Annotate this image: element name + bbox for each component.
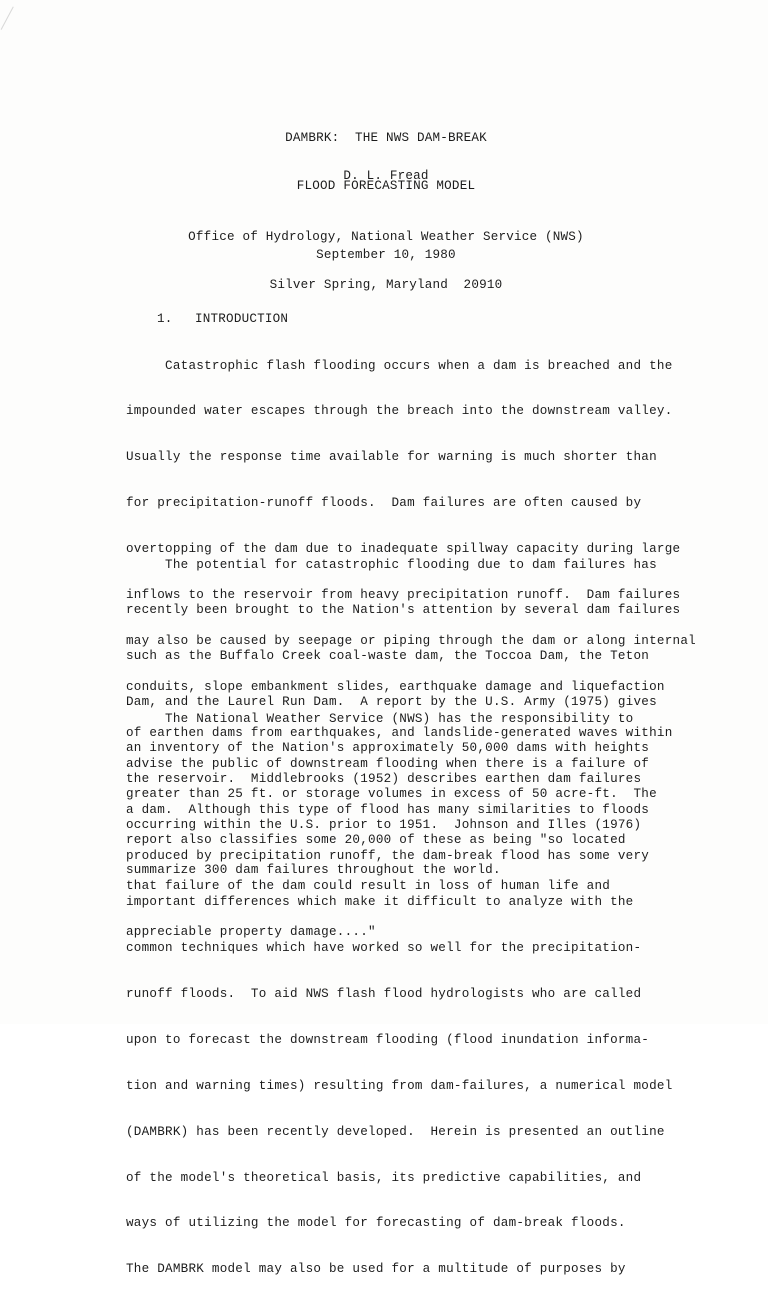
paragraph-line: inflows to the reservoir from heavy precipitation runoff. Dam failures [126,588,681,603]
paragraph-line: summarize 300 dam failures throughout the world. [126,863,501,878]
paragraph-line: such as the Buffalo Creek coal-waste dam, the Toccoa Dam, the Teton [126,649,650,664]
paragraph-line: greater than 25 ft. or storage volumes in excess of 50 acre-ft. The [126,787,657,802]
affiliation-line-1: Office of Hydrology, National Weather Service (NWS) [188,230,584,244]
paragraph-line: advise the public of downstream flooding when there is a failure of [126,757,650,772]
paragraph-line: runoff floods. To aid NWS flash flood hydrologists who are called [126,986,642,1001]
paragraph-line: tion and warning times) resulting from dam-failures, a numerical model [126,1078,673,1093]
paragraph-3 [126,681,673,1308]
paragraph-line: report also classifies some 20,000 of these as being "so located [126,832,626,847]
publication-date: September 10, 1980 [316,248,456,262]
affiliation-line-2: Silver Spring, Maryland 20910 [269,278,503,292]
paragraph-line: occurring within the U.S. prior to 1951. Johnson and Illes (1976) [126,817,642,832]
paragraph-line: upon to forecast the downstream flooding (flood inundation informa- [126,1032,650,1047]
paragraph-line: impounded water escapes through the breach into the downstream valley. [126,404,673,419]
paragraph-line: an inventory of the Nation's approximately 50,000 dams with heights [126,741,650,756]
paragraph-line: Catastrophic flash flooding occurs when a dam is breached and the [126,358,673,373]
paragraph-line: produced by precipitation runoff, the dam-break flood has some very [126,849,650,864]
title-line-2: FLOOD FORECASTING MODEL [296,179,476,193]
paragraph-line: (DAMBRK) has been recently developed. Herein is presented an outline [126,1124,665,1139]
paragraph-line: a dam. Although this type of flood has many similarities to floods [126,803,650,818]
author-name: D. L. Fread [343,169,429,183]
paragraph-line: The potential for catastrophic flooding due to dam failures has [126,557,657,572]
section-title: INTRODUCTION [195,312,289,326]
paragraph-line: Dam, and the Laurel Run Dam. A report by the U.S. Army (1975) gives [126,695,657,710]
paragraph-line: recently been brought to the Nation's attention by several dam failures [126,603,681,618]
paragraph-line: overtopping of the dam due to inadequate spillway capacity during large [126,542,681,557]
paragraph-line: may also be caused by seepage or piping through the dam or along internal [126,633,696,648]
paragraph-line: common techniques which have worked so well for the precipitation- [126,941,642,956]
scan-artifact-mark [1,6,25,35]
paragraph-line: the reservoir. Middlebrooks (1952) describes earthen dam failures [126,771,642,786]
paragraph-line: conduits, slope embankment slides, earthquake damage and liquefaction [126,679,665,694]
paragraph-line: of earthen dams from earthquakes, and landslide-generated waves within [126,725,673,740]
section-number: 1. [157,312,173,326]
paragraph-line: The National Weather Service (NWS) has the responsibility to [126,711,634,726]
paragraph-line: appreciable property damage...." [126,924,376,939]
paragraph-line: of the model's theoretical basis, its predictive capabilities, and [126,1170,642,1185]
title-line-1: DAMBRK: THE NWS DAM-BREAK [285,131,487,145]
paragraph-line: for precipitation-runoff floods. Dam failures are often caused by [126,496,642,511]
paragraph-line: ways of utilizing the model for forecasting of dam-break floods. [126,1216,626,1231]
paragraph-line: Usually the response time available for warning is much shorter than [126,450,657,465]
paragraph-line: important differences which make it difficult to analyze with the [126,895,634,910]
paragraph-line: The DAMBRK model may also be used for a multitude of purposes by [126,1262,626,1277]
paragraph-line: that failure of the dam could result in loss of human life and [126,878,611,893]
